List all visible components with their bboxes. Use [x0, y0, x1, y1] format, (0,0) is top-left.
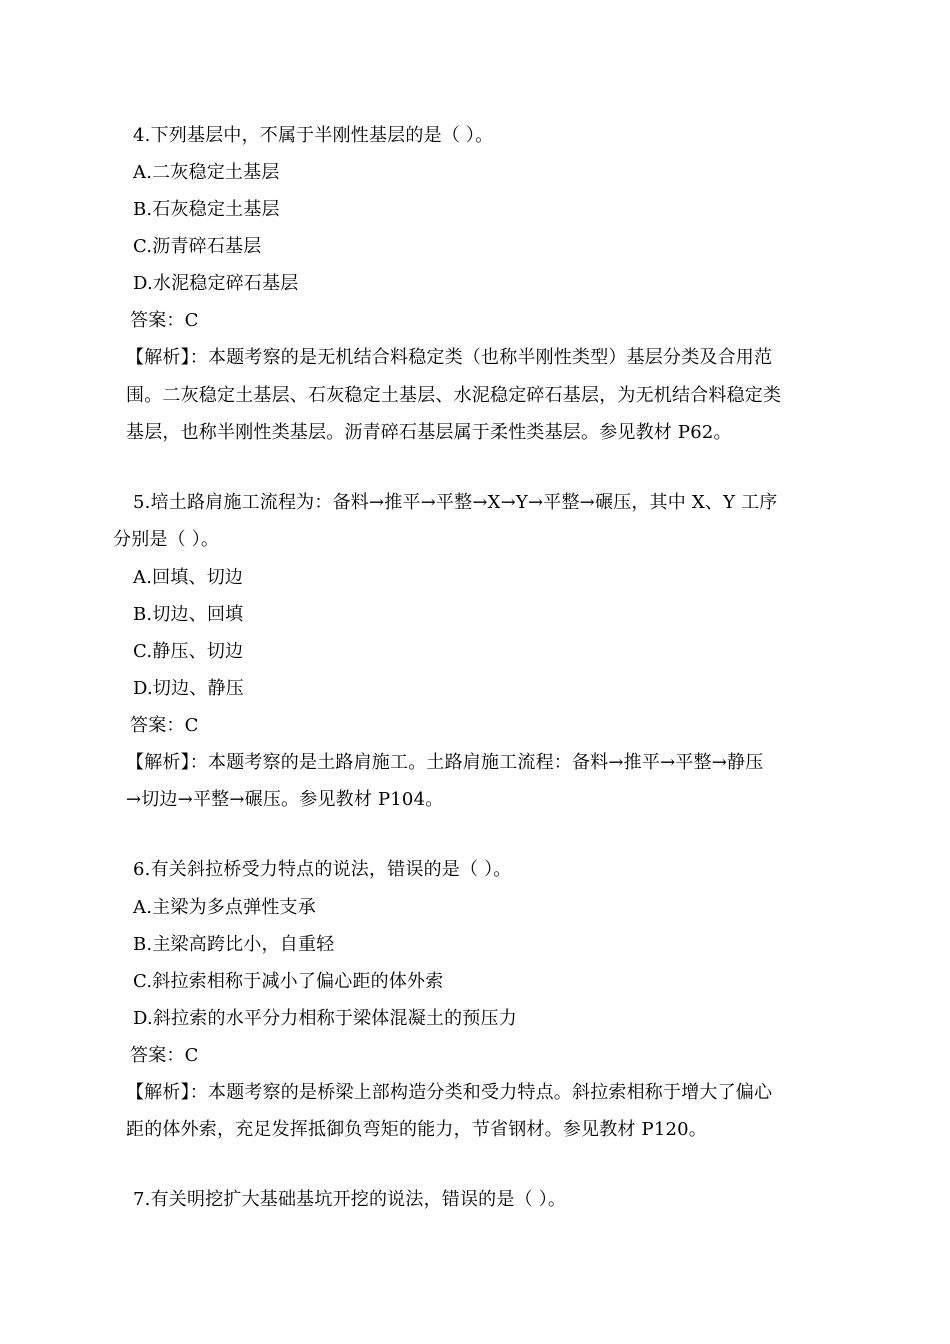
question-4-explanation-line-3: 基层，也称半刚性类基层。沥青碎石基层属于柔性类基层。参见教材 P62。: [126, 422, 732, 443]
question-5-option-d: D.切边、静压: [133, 678, 244, 699]
question-5-option-b: B.切边、回填: [133, 604, 244, 625]
question-6-option-a: A.主梁为多点弹性支承: [133, 897, 316, 918]
question-5-stem-line-2: 分别是（ ）。: [113, 529, 220, 550]
question-6-explanation-line-2: 距的体外索，充足发挥抵御负弯矩的能力，节省钢材。参见教材 P120。: [126, 1119, 707, 1140]
question-4-option-d: D.水泥稳定碎石基层: [133, 273, 299, 294]
question-7-stem: 7.有关明挖扩大基础基坑开挖的说法，错误的是（ ）。: [133, 1189, 567, 1210]
question-6-option-b: B.主梁高跨比小，自重轻: [133, 934, 335, 955]
question-5-explanation-line-2: →切边→平整→碾压。参见教材 P104。: [126, 789, 444, 810]
question-5-option-c: C.静压、切边: [133, 641, 244, 662]
question-4-explanation-line-2: 围。二灰稳定土基层、石灰稳定土基层、水泥稳定碎石基层，为无机结合料稳定类: [126, 385, 782, 406]
question-6-explanation-line-1: 【解析】：本题考察的是桥梁上部构造分类和受力特点。斜拉索相称于增大了偏心: [126, 1082, 773, 1103]
question-4-option-c: C.沥青碎石基层: [133, 236, 262, 257]
question-5-stem-line-1: 5.培土路肩施工流程为：备料→推平→平整→X→Y→平整→碾压，其中 X、Y 工序: [133, 492, 778, 513]
question-5-answer: 答案：C: [130, 715, 199, 736]
question-4-option-a: A.二灰稳定土基层: [133, 162, 280, 183]
question-6-option-d: D.斜拉索的水平分力相称于梁体混凝土的预压力: [133, 1008, 517, 1029]
question-5-explanation-line-1: 【解析】：本题考察的是土路肩施工。土路肩施工流程：备料→推平→平整→静压: [126, 752, 764, 773]
question-5-option-a: A.回填、切边: [133, 567, 244, 588]
question-6-stem: 6.有关斜拉桥受力特点的说法，错误的是（ ）。: [133, 859, 512, 880]
question-4-stem: 4.下列基层中，不属于半刚性基层的是（ ）。: [133, 125, 494, 146]
question-6-option-c: C.斜拉索相称于减小了偏心距的体外索: [133, 971, 444, 992]
question-6-answer: 答案：C: [130, 1045, 199, 1066]
question-4-answer: 答案：C: [130, 310, 199, 331]
question-4-explanation-line-1: 【解析】：本题考察的是无机结合料稳定类（也称半刚性类型）基层分类及合用范: [126, 347, 773, 368]
question-4-option-b: B.石灰稳定土基层: [133, 199, 280, 220]
